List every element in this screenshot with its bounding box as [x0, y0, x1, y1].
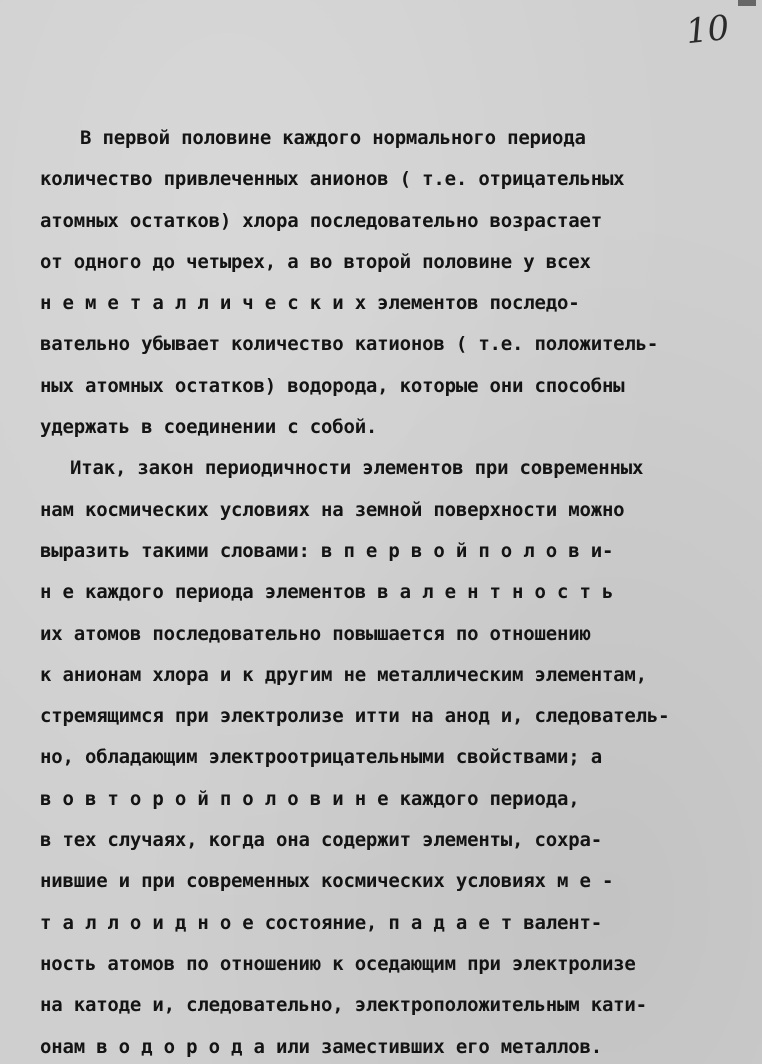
- text-line-content: количество привлеченных анионов ( т.е. отрицательных: [40, 168, 625, 191]
- text-line-content: стремящимся при электролизе итти на анод и, следователь-: [40, 705, 670, 728]
- text-line-content: выразить такими словами: в п е р в о й п о л о в и-: [40, 539, 614, 562]
- text-line: [40, 655, 756, 696]
- text-line: [40, 903, 756, 944]
- handwritten-page-number: 10: [684, 7, 732, 53]
- text-line: [40, 1027, 756, 1064]
- text-line-content: в о в т о р о й п о л о в и н е каждого периода,: [40, 787, 580, 810]
- text-line: [40, 448, 756, 489]
- text-line: [40, 407, 756, 448]
- text-line-content: но, обладающим электроотрицательными свойствами; а: [40, 746, 602, 769]
- text-line: [40, 366, 756, 407]
- text-line: [40, 242, 756, 283]
- text-line-content: на катоде и, следовательно, электроположительным кати-: [40, 994, 647, 1017]
- text-line: [40, 737, 756, 778]
- text-line-content: ность атомов по отношению к оседающим при электролизе: [40, 952, 636, 975]
- text-line-content: нившие и при современных космических условиях м е -: [40, 870, 614, 893]
- typewritten-text: [40, 118, 756, 1064]
- text-line: [40, 490, 756, 531]
- corner-ink-mark: [738, 0, 756, 6]
- text-line-content: вательно убывает количество катионов ( т.е. положитель-: [40, 333, 659, 356]
- text-line: [40, 696, 756, 737]
- text-line-content: их атомов последовательно повышается по отношению: [40, 622, 591, 645]
- text-line-content: от одного до четырех, а во второй половине у всех: [40, 250, 591, 273]
- text-line: [40, 531, 756, 572]
- text-line-content: онам в о д о р о д а или заместивших его металлов.: [40, 1035, 602, 1058]
- text-line: [40, 118, 756, 159]
- text-line-content: нам космических условиях на земной поверхности можно: [40, 498, 625, 521]
- text-line: [40, 861, 756, 902]
- text-line: [40, 985, 756, 1026]
- text-line-content: т а л л о и д н о е состояние, п а д а е т валент-: [40, 911, 602, 934]
- text-line: [40, 324, 756, 365]
- text-line: [40, 820, 756, 861]
- text-line-content: н е каждого периода элементов в а л е н т н о с т ь: [40, 581, 614, 604]
- text-line-content: атомных остатков) хлора последовательно возрастает: [40, 209, 602, 232]
- text-line-content: ных атомных остатков) водорода, которые они способны: [40, 374, 625, 397]
- text-line-content: в тех случаях, когда она содержит элементы, сохра-: [40, 829, 602, 852]
- text-line-content: Итак, закон периодичности элементов при современных: [70, 457, 644, 480]
- text-line: [40, 201, 756, 242]
- text-line: [40, 614, 756, 655]
- text-line: [40, 944, 756, 985]
- text-line-content: удержать в соединении с собой.: [40, 416, 378, 439]
- text-line-content: н е м е т а л л и ч е с к и х элементов последо-: [40, 292, 580, 315]
- text-line: [40, 779, 756, 820]
- text-line: [40, 159, 756, 200]
- text-line-content: В первой половине каждого нормального периода: [80, 127, 586, 149]
- text-line: [40, 283, 756, 324]
- text-line: [40, 572, 756, 613]
- text-line-content: к анионам хлора и к другим не металлическим элементам,: [40, 663, 647, 686]
